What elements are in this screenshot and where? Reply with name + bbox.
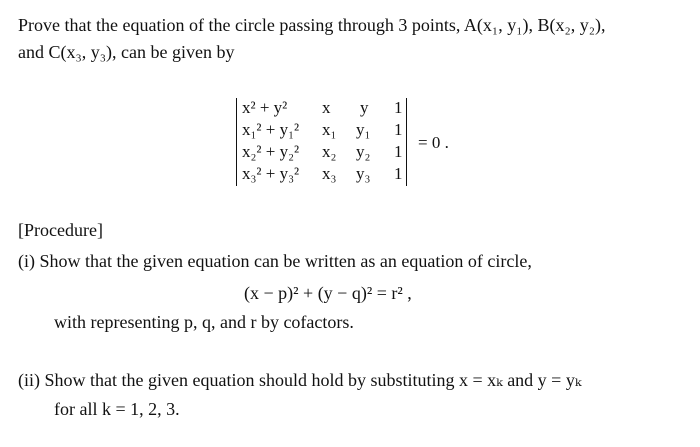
point-a: A(x₁, y₁) (463, 15, 529, 35)
det-cell: y₁ (356, 120, 371, 139)
problem-line-1: Prove that the equation of the circle passing through 3 points, A(x₁, y₁), B(x₂, y₂), (18, 15, 606, 35)
comma: , (528, 15, 538, 35)
det-cell: x (322, 98, 331, 117)
procedure-step-1: (i) Show that the given equation can be written as an equation of circle, (18, 251, 532, 271)
det-cell: x₃ (322, 164, 337, 183)
det-cell: x₁ (322, 120, 337, 139)
det-cell: x₃² + y₃² (242, 164, 300, 183)
problem-line-2 (18, 41, 235, 63)
circle-equation: (x − p)² + (y − q)² = r² , (244, 283, 412, 303)
problem-intro: Prove that the equation of the circle passing through 3 points, (18, 15, 464, 35)
det-cell: x₂² + y₂² (242, 142, 300, 161)
det-cell: y (360, 98, 369, 117)
determinant-right-bar (406, 98, 407, 186)
procedure-step-2: (ii) Show that the given equation should hold by substituting x = xₖ and y = yₖ (18, 370, 582, 390)
determinant-left-bar (236, 98, 237, 186)
det-cell: 1 (394, 164, 403, 183)
det-cell: x₁² + y₁² (242, 120, 300, 139)
det-cell: 1 (394, 98, 403, 117)
procedure-step-2-range: for all k = 1, 2, 3. (54, 399, 180, 419)
det-cell: x² + y² (242, 98, 288, 117)
point-b: B(x₂, y₂) (537, 15, 602, 35)
problem-given-by: , can be given by (112, 42, 235, 62)
det-cell: y₂ (356, 142, 371, 161)
det-cell: 1 (394, 142, 403, 161)
point-c: C(x₃, y₃) (48, 42, 113, 62)
det-cell: x₂ (322, 142, 337, 161)
det-cell: 1 (394, 120, 403, 139)
det-cell: y₃ (356, 164, 371, 183)
equals-zero: = 0 . (418, 133, 449, 152)
determinant (236, 96, 412, 188)
procedure-heading: [Procedure] (18, 220, 103, 240)
cofactor-note: with representing p, q, and r by cofactors. (54, 312, 354, 332)
problem-and: and (18, 42, 49, 62)
